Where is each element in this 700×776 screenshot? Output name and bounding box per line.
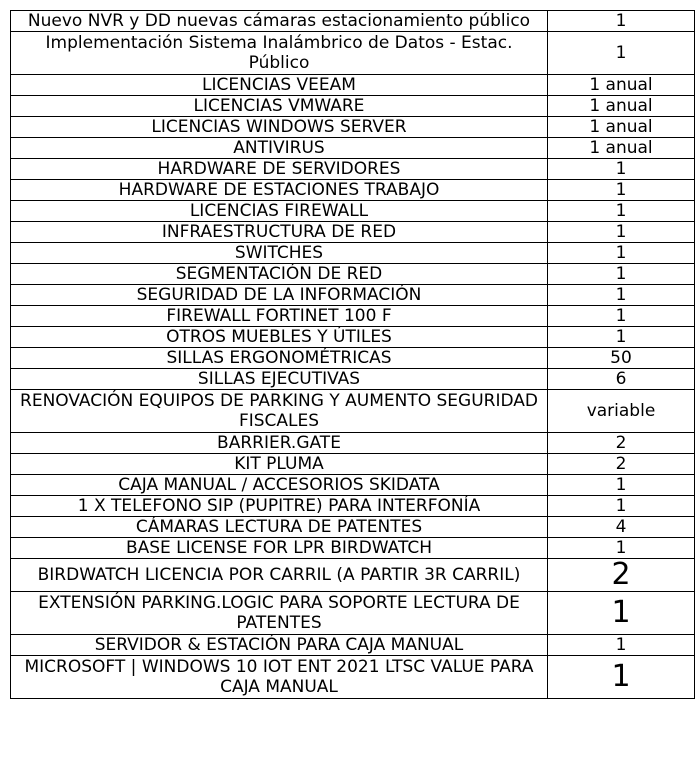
table-row	[11, 138, 695, 159]
item-description: INFRAESTRUCTURA DE RED	[11, 222, 548, 243]
item-description: LICENCIAS VMWARE	[11, 96, 548, 117]
item-quantity: 1	[548, 222, 695, 243]
item-quantity: 2	[548, 559, 695, 592]
table-row	[11, 454, 695, 475]
table-row	[11, 433, 695, 454]
item-quantity: 1	[548, 496, 695, 517]
item-quantity: 6	[548, 369, 695, 390]
item-quantity: 1	[548, 180, 695, 201]
item-description: LICENCIAS VEEAM	[11, 75, 548, 96]
table-row	[11, 75, 695, 96]
item-description: 1 X TELEFONO SIP (PUPITRE) PARA INTERFONÍA	[11, 496, 548, 517]
table-row	[11, 635, 695, 656]
table-row	[11, 327, 695, 348]
table-row	[11, 96, 695, 117]
item-description: SILLAS EJECUTIVAS	[11, 369, 548, 390]
item-description: SEGURIDAD DE LA INFORMACIÓN	[11, 285, 548, 306]
table-row	[11, 306, 695, 327]
item-description: HARDWARE DE SERVIDORES	[11, 159, 548, 180]
table-row	[11, 159, 695, 180]
table-row	[11, 496, 695, 517]
item-quantity: 1	[548, 635, 695, 656]
item-description: MICROSOFT | WINDOWS 10 IOT ENT 2021 LTSC VALUE PARA CAJA MANUAL	[11, 656, 548, 699]
table-row	[11, 348, 695, 369]
item-quantity: 1	[548, 306, 695, 327]
item-quantity: 1	[548, 243, 695, 264]
item-quantity: 50	[548, 348, 695, 369]
table-row	[11, 517, 695, 538]
table-row	[11, 475, 695, 496]
table-row	[11, 32, 695, 75]
item-description: FIREWALL FORTINET 100 F	[11, 306, 548, 327]
item-description: Implementación Sistema Inalámbrico de Datos - Estac. Público	[11, 32, 548, 75]
item-quantity: 1	[548, 159, 695, 180]
table-row	[11, 285, 695, 306]
item-quantity: 1	[548, 11, 695, 32]
table-row	[11, 201, 695, 222]
table-row	[11, 264, 695, 285]
item-quantity: 1 anual	[548, 75, 695, 96]
item-quantity: 1	[548, 327, 695, 348]
item-description: OTROS MUEBLES Y ÚTILES	[11, 327, 548, 348]
item-description: BIRDWATCH LICENCIA POR CARRIL (A PARTIR 3R CARRIL)	[11, 559, 548, 592]
item-description: SERVIDOR & ESTACIÓN PARA CAJA MANUAL	[11, 635, 548, 656]
item-description: KIT PLUMA	[11, 454, 548, 475]
item-description: BARRIER.GATE	[11, 433, 548, 454]
item-quantity: 1	[548, 264, 695, 285]
table-row	[11, 559, 695, 592]
item-description: SEGMENTACIÓN DE RED	[11, 264, 548, 285]
item-description: ANTIVIRUS	[11, 138, 548, 159]
item-description: EXTENSIÓN PARKING.LOGIC PARA SOPORTE LECTURA DE PATENTES	[11, 592, 548, 635]
item-description: HARDWARE DE ESTACIONES TRABAJO	[11, 180, 548, 201]
item-quantity: 1	[548, 285, 695, 306]
item-quantity: 1 anual	[548, 117, 695, 138]
items-table-body	[11, 11, 695, 699]
table-row	[11, 538, 695, 559]
items-table	[10, 10, 695, 699]
item-description: CÁMARAS LECTURA DE PATENTES	[11, 517, 548, 538]
table-row	[11, 180, 695, 201]
table-row	[11, 243, 695, 264]
item-description: RENOVACIÓN EQUIPOS DE PARKING Y AUMENTO SEGURIDAD FISCALES	[11, 390, 548, 433]
item-description: SWITCHES	[11, 243, 548, 264]
table-row	[11, 390, 695, 433]
item-quantity: 1	[548, 201, 695, 222]
item-quantity: 1	[548, 656, 695, 699]
item-quantity: 2	[548, 433, 695, 454]
item-quantity: 1	[548, 475, 695, 496]
item-description: CAJA MANUAL / ACCESORIOS SKIDATA	[11, 475, 548, 496]
table-row	[11, 656, 695, 699]
item-description: SILLAS ERGONOMÉTRICAS	[11, 348, 548, 369]
item-description: LICENCIAS WINDOWS SERVER	[11, 117, 548, 138]
item-quantity: 4	[548, 517, 695, 538]
table-row	[11, 592, 695, 635]
item-description: Nuevo NVR y DD nuevas cámaras estacionamiento público	[11, 11, 548, 32]
item-quantity: variable	[548, 390, 695, 433]
item-quantity: 1	[548, 32, 695, 75]
table-row	[11, 369, 695, 390]
table-row	[11, 11, 695, 32]
table-row	[11, 222, 695, 243]
item-quantity: 1	[548, 538, 695, 559]
item-description: BASE LICENSE FOR LPR BIRDWATCH	[11, 538, 548, 559]
item-quantity: 1 anual	[548, 138, 695, 159]
table-row	[11, 117, 695, 138]
item-description: LICENCIAS FIREWALL	[11, 201, 548, 222]
item-quantity: 1 anual	[548, 96, 695, 117]
item-quantity: 2	[548, 454, 695, 475]
item-quantity: 1	[548, 592, 695, 635]
